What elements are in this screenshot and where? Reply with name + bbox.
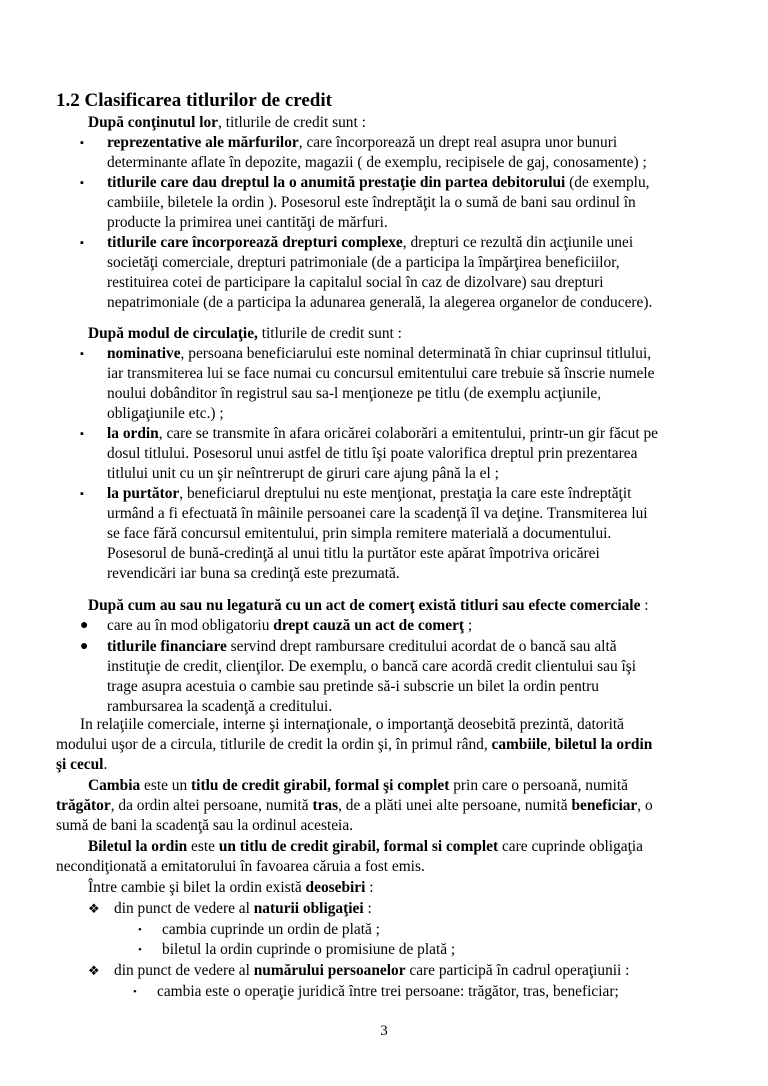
s1-intro-text: , titlurile de credit sunt :: [218, 114, 366, 131]
para2-line3: sumă de bani la scadenţă sau la ordinul acesteia.: [56, 817, 354, 834]
s2-intro-text: titlurile de credit sunt :: [257, 325, 402, 342]
bullet-small-dot-icon: •: [138, 944, 142, 956]
page-number: 3: [380, 1023, 388, 1039]
s3-item2-text: servind drept rambursare creditului acordat de o bancă sau altă: [226, 638, 617, 655]
s2-item1-cont: obligaţiunile etc.) ;: [107, 405, 224, 422]
para2-line1: [88, 776, 628, 796]
para2-bold-beneficiar: beneficiar: [571, 797, 638, 814]
para2-text: , da ordin altei persoane, numită: [110, 797, 313, 814]
para2-bold-tras: tras: [312, 797, 339, 814]
para3-bold-def: un titlu de credit girabil, formal si complet: [218, 838, 499, 855]
s2-item2-cont: titlului unit cu un şir neîntrerupt de giruri care ajung până la el ;: [107, 465, 499, 482]
para4-bold-deosebiri: deosebiri: [305, 879, 366, 896]
section-heading: 1.2 Clasificarea titlurilor de credit: [56, 90, 332, 111]
bullet-square-icon: ▪: [80, 488, 84, 500]
s2-item3-bold: la purtător: [107, 485, 180, 502]
para2-line2: [56, 796, 653, 816]
para2-bold-cambia: Cambia: [88, 777, 141, 794]
diff1-sub2: biletul la ordin cuprinde o promisiune de plată ;: [162, 941, 456, 958]
para2-text: , de a plăti unei alte persoane, numită: [338, 797, 572, 814]
s1-item2-bold: titlurile care dau dreptul la o anumită prestaţie din partea debitorului: [107, 174, 566, 191]
s2-item1-cont: iar transmiterea lui se face numai cu concursul emitentului care trebuie să înscrie numele: [107, 365, 655, 382]
para1-line2: [56, 735, 652, 755]
s1-item2-text: (de exemplu,: [565, 174, 650, 191]
s2-item1-line: [107, 344, 651, 364]
s2-item1-cont: noului dobânditor în registrul sau sa-l menţioneze pe titlu (de exemplu acţiunile,: [107, 385, 602, 402]
s3-intro-bold: După cum au sau nu legatură cu un act de comerţ există titluri sau efecte comerciale: [88, 597, 641, 614]
para1-text: modului uşor de a circula, titlurile de credit la ordin şi, în primul rând,: [56, 736, 492, 753]
bullet-square-icon: ▪: [80, 237, 84, 249]
s3-item1-bold: drept cauză un act de comerţ: [273, 617, 465, 634]
para1-bold-cambiile: cambiile: [491, 736, 548, 753]
para3-text: este: [187, 838, 219, 855]
s2-item3-text: , beneficiarul dreptului nu este menţionat, prestaţia la care este îndreptăţit: [179, 485, 632, 502]
s2-item3-line: [107, 484, 631, 504]
bullet-square-icon: ▪: [80, 348, 84, 360]
s2-intro: [88, 324, 402, 344]
bullet-diamond-icon: ❖: [88, 963, 100, 978]
s3-item1-line: [107, 616, 472, 636]
s2-item1-bold: nominative: [107, 345, 181, 362]
para1-line3: [56, 755, 107, 775]
s3-item1-end: ;: [464, 617, 473, 634]
diff2-end: care participă în cadrul operaţiunii :: [405, 962, 630, 979]
s1-item3-text: , drepturi ce rezultă din acţiunile unei: [402, 234, 634, 251]
s1-item2-cont: producte la primirea unei cantităţi de mărfuri.: [107, 214, 388, 231]
s2-item2-bold: la ordin: [107, 425, 159, 442]
s1-intro: [88, 113, 366, 133]
s3-intro: [88, 596, 649, 616]
diff2-text: din punct de vedere al: [114, 962, 254, 979]
para2-bold-def: titlu de credit girabil, formal şi complet: [191, 777, 450, 794]
bullet-diamond-icon: ❖: [88, 901, 100, 916]
diff2-line: [114, 961, 629, 981]
bullet-small-dot-icon: •: [133, 986, 137, 998]
s3-item2-cont: trage asupra acestuia o cambie sau pretinde să-i subscrie un bilet la ordin pentru: [107, 678, 599, 695]
para2-text: prin care o persoană, numită: [449, 777, 629, 794]
para1-bold-cecul: şi cecul: [56, 756, 104, 773]
s1-item1-bold: reprezentative ale mărfurilor: [107, 134, 299, 151]
s3-item2-cont: rambursarea la scadenţă a creditului.: [107, 698, 333, 715]
s2-item2-text: , care se transmite în afara oricărei colaborări a emitentului, printr-un gir făcut pe: [158, 425, 658, 442]
s2-intro-bold: După modul de circulaţie,: [88, 325, 258, 342]
bullet-small-dot-icon: •: [138, 924, 142, 936]
para2-text: este un: [140, 777, 192, 794]
s1-item2-line: [107, 173, 650, 193]
bullet-square-icon: ▪: [80, 177, 84, 189]
s2-item3-cont: urmând a fi efectuată în mâinile persoanei care la scadenţă îl va deţine. Transmiterea lui: [107, 505, 648, 522]
para4-line1: [88, 878, 374, 898]
bullet-square-icon: ▪: [80, 428, 84, 440]
para2-text: , o: [637, 797, 653, 814]
s2-item1-text: , persoana beneficiarului este nominal determinată în chiar cuprinsul titlului,: [180, 345, 652, 362]
diff2-sub1: cambia este o operaţie juridică între trei persoane: trăgător, tras, beneficiar;: [157, 983, 619, 1000]
para1-line1: In relaţiile comerciale, interne şi internaţionale, o importanţă deosebită prezintă, datorită: [80, 716, 625, 733]
s1-item3-line: [107, 233, 633, 253]
diff1-end: :: [363, 900, 372, 917]
s3-item1-text: care au în mod obligatoriu: [107, 617, 274, 634]
diff1-line: [114, 899, 372, 919]
s2-item3-cont: se face fără concursul emitentului, prin simpla remitere materială a documentului.: [107, 525, 612, 542]
diff2-bold: numărului persoanelor: [253, 962, 406, 979]
s3-item2-bold: titlurile financiare: [107, 638, 227, 655]
s1-item1-line: [107, 133, 617, 153]
diff1-sub1: cambia cuprinde un ordin de plată ;: [162, 921, 380, 938]
para2-bold-tragator: trăgător: [56, 797, 111, 814]
s1-item3-cont: restituirea cotei de participare la capitalul social în caz de dizolvare) sau drepturi: [107, 274, 604, 291]
para3-line1: [88, 837, 643, 857]
s1-item3-cont: societăţi comerciale, drepturi patrimoniale (de a participa la împărţirea beneficiilor,: [107, 254, 620, 271]
s1-item2-cont: cambiile, biletele la ordin ). Posesorul este îndreptăţit la o sumă de bani sau ordinul în: [107, 194, 636, 211]
bullet-dot-icon: ●: [80, 618, 89, 633]
s3-intro-text: :: [640, 597, 649, 614]
bullet-square-icon: ▪: [80, 137, 84, 149]
s1-intro-bold: După conţinutul lor: [88, 114, 218, 131]
para1-bold-bilet: biletul la ordin: [554, 736, 653, 753]
s1-item1-text: , care încorporează un drept real asupra unor bunuri: [298, 134, 618, 151]
s2-item2-cont: dosul titlului. Posesorul unui astfel de titlu îşi poate valorifica dreptul prin prezentarea: [107, 445, 638, 462]
para3-bold-bilet: Biletul la ordin: [88, 838, 188, 855]
para4-text: :: [365, 879, 374, 896]
s1-item3-cont: nepatrimoniale (de a participa la adunarea generală, la alegerea organelor de conducere).: [107, 294, 653, 311]
diff1-bold: naturii obligaţiei: [253, 900, 364, 917]
para3-text: care cuprinde obligaţia: [498, 838, 643, 855]
para1-period: .: [103, 756, 108, 773]
s2-item2-line: [107, 424, 658, 444]
para4-text: Între cambie şi bilet la ordin există: [88, 879, 306, 896]
s2-item3-cont: revendicări iar buna sa credinţă este prezumată.: [107, 565, 400, 582]
s1-item1-cont: determinante aflate în depozite, magazii ( de exemplu, recipisele de gaj, conosamente) ;: [107, 154, 647, 171]
s3-item2-cont: instituţie de credit, clienţilor. De exemplu, o bancă care acordă credit clientului sau îşi: [107, 658, 637, 675]
s2-item3-cont: Posesorul de bună-credinţă al unui titlu la purtător este apărat împotriva oricărei: [107, 545, 600, 562]
s1-item3-bold: titlurile care încorporează drepturi complexe: [107, 234, 403, 251]
para3-line2: necondiţionată a emitatorului în favoarea căruia a fost emis.: [56, 858, 425, 875]
s3-item2-line: [107, 637, 617, 657]
para1-comma: ,: [547, 736, 555, 753]
diff1-text: din punct de vedere al: [114, 900, 254, 917]
bullet-dot-icon: ●: [80, 639, 89, 654]
